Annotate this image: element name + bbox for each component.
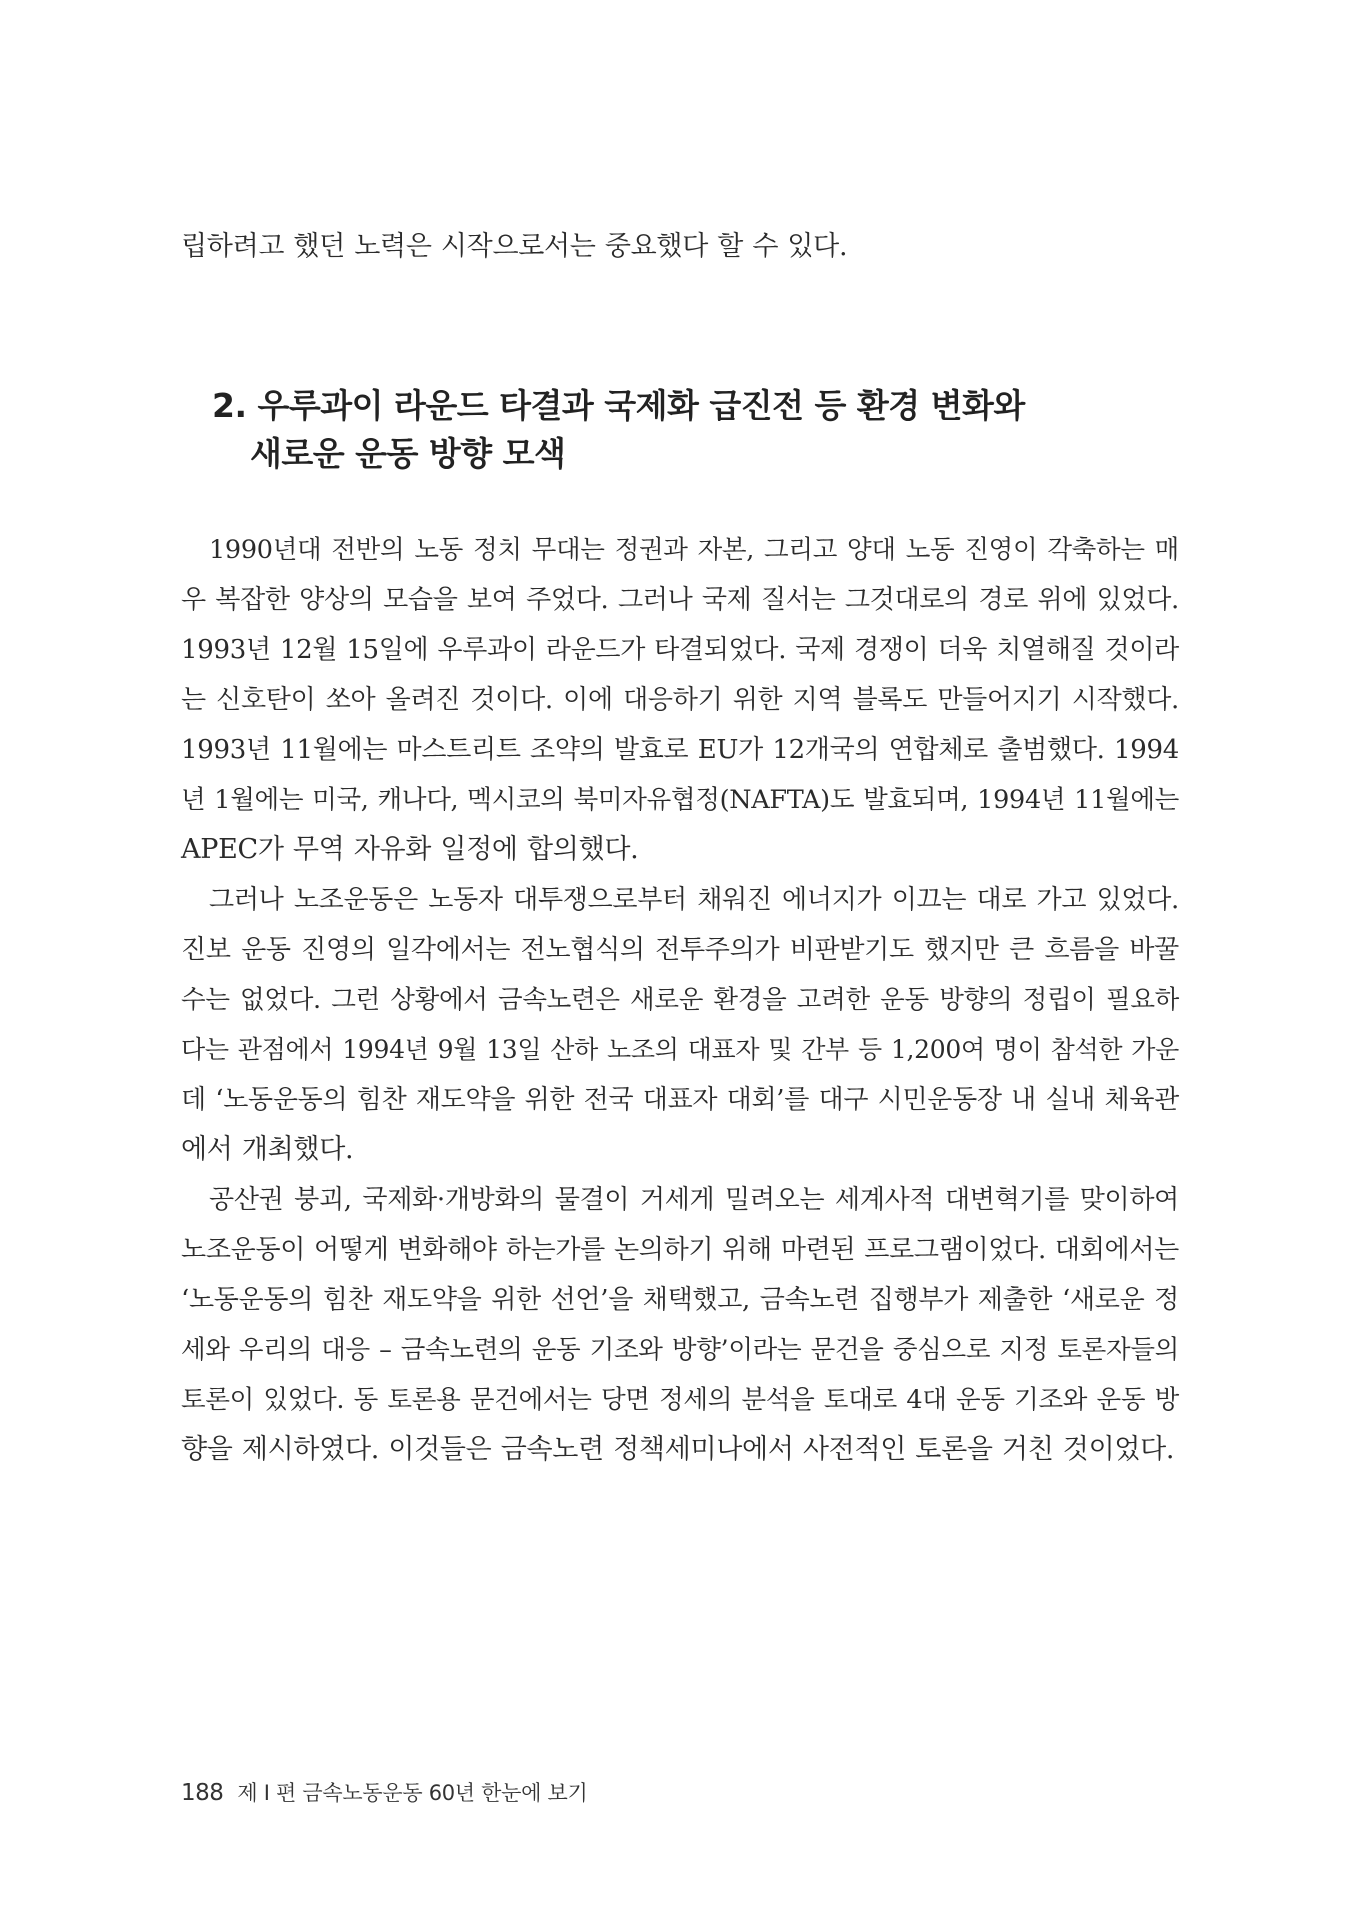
paragraph-3-line-2: 노조운동이 어떻게 변화해야 하는가를 논의하기 위해 마련된 프로그램이었다. 대회에서는 bbox=[181, 1235, 1179, 1265]
paragraph-2-line-6: 에서 개최했다. bbox=[181, 1134, 354, 1165]
paragraph-1-line-3: 1993년 12월 15일에 우루과이 라운드가 타결되었다. 국제 경쟁이 더욱 치열해질 것이라 bbox=[181, 635, 1179, 665]
page-footer bbox=[181, 1778, 587, 1808]
paragraph-1-line-4: 는 신호탄이 쏘아 올려진 것이다. 이에 대응하기 위한 지역 블록도 만들어지기 시작했다. bbox=[181, 685, 1179, 715]
paragraph-3-line-5: 토론이 있었다. 동 토론용 문건에서는 당면 정세의 분석을 토대로 4대 운동 기조와 운동 방 bbox=[181, 1385, 1179, 1415]
paragraph-3-line-4: 세와 우리의 대응 – 금속노련의 운동 기조와 방향’이라는 문건을 중심으로 지정 토론자들의 bbox=[181, 1335, 1179, 1365]
paragraph-2-line-2: 진보 운동 진영의 일각에서는 전노협식의 전투주의가 비판받기도 했지만 큰 흐름을 바꿀 bbox=[181, 935, 1179, 965]
paragraph-2-line-1: 그러나 노조운동은 노동자 대투쟁으로부터 채워진 에너지가 이끄는 대로 가고 있었다. bbox=[209, 885, 1179, 915]
paragraph-2-line-5: 데 ‘노동운동의 힘찬 재도약을 위한 전국 대표자 대회’를 대구 시민운동장 내 실내 체육관 bbox=[181, 1085, 1179, 1115]
paragraph-1-line-5: 1993년 11월에는 마스트리트 조약의 발효로 EU가 12개국의 연합체로 출범했다. 1994 bbox=[181, 735, 1179, 765]
paragraph-3-line-1: 공산권 붕괴, 국제화·개방화의 물결이 거세게 밀려오는 세계사적 대변혁기를 맞이하여 bbox=[209, 1185, 1179, 1215]
paragraph-2-line-4: 다는 관점에서 1994년 9월 13일 산하 노조의 대표자 및 간부 등 1,200여 명이 참석한 가운 bbox=[181, 1035, 1179, 1064]
section-title-line-1: 2. 우루과이 라운드 타결과 국제화 급진전 등 환경 변화와 bbox=[212, 386, 1025, 425]
running-chapter-title: 제 I 편 금속노동운동 60년 한눈에 보기 bbox=[237, 1781, 588, 1805]
paragraph-1-line-1: 1990년대 전반의 노동 정치 무대는 정권과 자본, 그리고 양대 노동 진영이 각축하는 매 bbox=[209, 535, 1179, 565]
page-number: 188 bbox=[181, 1780, 224, 1806]
section-title-line-2: 새로운 운동 방향 모색 bbox=[250, 434, 566, 473]
paragraph-3-line-3: ‘노동운동의 힘찬 재도약을 위한 선언’을 채택했고, 금속노련 집행부가 제출한 ‘새로운 정 bbox=[181, 1285, 1179, 1315]
paragraph-2-line-3: 수는 없었다. 그런 상황에서 금속노련은 새로운 환경을 고려한 운동 방향의 정립이 필요하 bbox=[181, 985, 1179, 1015]
intro-line: 립하려고 했던 노력은 시작으로서는 중요했다 할 수 있다. bbox=[181, 231, 848, 262]
paragraph-1-line-6: 년 1월에는 미국, 캐나다, 멕시코의 북미자유협정(NAFTA)도 발효되며, 1994년 11월에는 bbox=[181, 785, 1179, 815]
paragraph-1-line-7: APEC가 무역 자유화 일정에 합의했다. bbox=[181, 834, 639, 865]
paragraph-1-line-2: 우 복잡한 양상의 모습을 보여 주었다. 그러나 국제 질서는 그것대로의 경로 위에 있었다. bbox=[181, 585, 1179, 615]
paragraph-3-line-6: 향을 제시하였다. 이것들은 금속노련 정책세미나에서 사전적인 토론을 거친 것이었다. bbox=[181, 1434, 1175, 1465]
